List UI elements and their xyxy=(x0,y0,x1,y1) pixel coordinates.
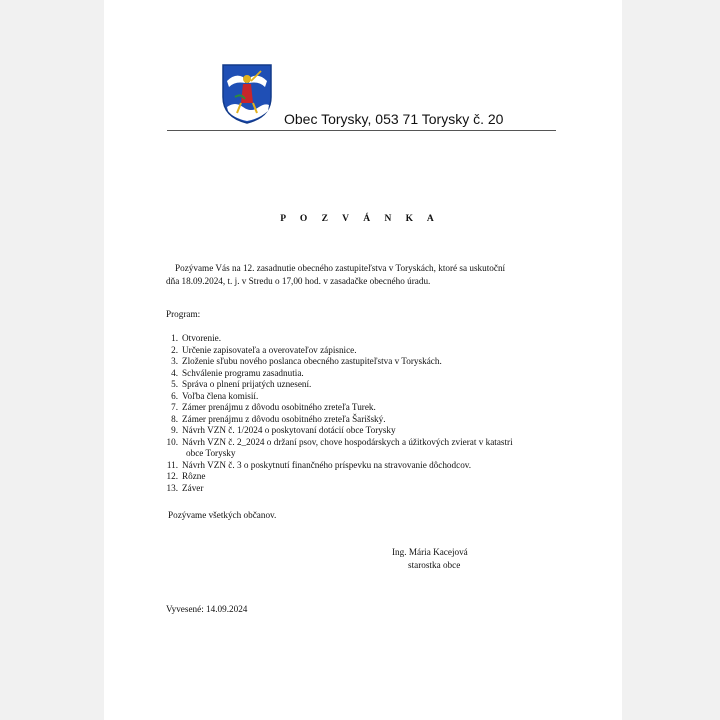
agenda-text: Návrh VZN č. 3 o poskytnutí finančného príspevku na stravovanie dôchodcov. xyxy=(182,459,472,470)
signatory-title: starostka obce xyxy=(408,560,461,570)
agenda-number: 6. xyxy=(171,390,178,401)
agenda-text: Určenie zapisovateľa a overovateľov zápisnice. xyxy=(182,344,357,355)
agenda-text: Zámer prenájmu z dôvodu osobitného zreteľa Turek. xyxy=(182,402,376,412)
agenda-number: 11. xyxy=(166,459,178,470)
agenda-number: 3. xyxy=(171,356,178,366)
agenda-number: 2. xyxy=(171,344,178,355)
agenda-item xyxy=(165,471,560,483)
agenda-number: 4. xyxy=(171,367,178,378)
closing-invitation: Pozývame všetkých občanov. xyxy=(168,510,277,520)
agenda-number: 5. xyxy=(171,379,178,389)
agenda-item xyxy=(165,356,560,368)
agenda-number: 10. xyxy=(166,436,178,447)
agenda-text: Návrh VZN č. 1/2024 o poskytovaní dotácií obce Torysky xyxy=(182,425,396,435)
agenda-text: Rôzne xyxy=(182,471,206,481)
agenda-text: Správa o plnení prijatých uznesení. xyxy=(182,379,312,389)
agenda-text: Zloženie sľubu nového poslanca obecného zastupiteľstva v Toryskách. xyxy=(182,356,442,366)
agenda-number: 13. xyxy=(166,482,178,493)
agenda-item xyxy=(165,333,560,345)
agenda-number: 12. xyxy=(166,471,178,481)
invitation-paragraph xyxy=(166,262,561,288)
coat-of-arms-icon xyxy=(221,63,273,125)
agenda-number: 7. xyxy=(171,402,178,412)
agenda-list xyxy=(165,333,560,494)
agenda-number: 1. xyxy=(171,333,178,343)
agenda-item xyxy=(165,402,560,414)
agenda-number: 8. xyxy=(171,413,178,424)
agenda-item xyxy=(165,345,560,357)
invitation-line-1: Pozývame Vás na 12. zasadnutie obecného zastupiteľstva v Toryskách, ktoré sa uskutoční xyxy=(175,263,506,273)
agenda-text: Voľba člena komisií. xyxy=(182,390,259,401)
signature-block xyxy=(392,546,468,572)
agenda-item xyxy=(165,460,560,472)
signatory-name: Ing. Mária Kacejová xyxy=(392,547,468,557)
agenda-text: Schválenie programu zasadnutia. xyxy=(182,367,304,378)
posted-date: Vyvesené: 14.09.2024 xyxy=(166,604,248,614)
agenda-text: Záver xyxy=(182,482,204,493)
agenda-text xyxy=(178,437,513,460)
agenda-number: 9. xyxy=(171,425,178,435)
agenda-text-line-2: obce Torysky xyxy=(186,448,236,458)
document-title: P O Z V Á N K A xyxy=(280,214,440,224)
agenda-item xyxy=(165,425,560,437)
program-label: Program: xyxy=(166,309,201,319)
agenda-item xyxy=(165,483,560,495)
agenda-text: Zámer prenájmu z dôvodu osobitného zreteľa Šarišský. xyxy=(182,413,386,424)
agenda-text-line-1: Návrh VZN č. 2_2024 o držaní psov, chove hospodárskych a úžitkových zvierat v katastri xyxy=(182,436,513,447)
agenda-item xyxy=(165,414,560,426)
header-divider xyxy=(167,130,556,131)
agenda-item xyxy=(165,437,560,460)
organization-header: Obec Torysky, 053 71 Torysky č. 20 xyxy=(284,111,504,127)
invitation-line-2: dňa 18.09.2024, t. j. v Stredu o 17,00 hod. v zasadačke obecného úradu. xyxy=(166,276,431,286)
agenda-text: Otvorenie. xyxy=(182,333,222,343)
agenda-item xyxy=(165,391,560,403)
agenda-item xyxy=(165,379,560,391)
agenda-item xyxy=(165,368,560,380)
